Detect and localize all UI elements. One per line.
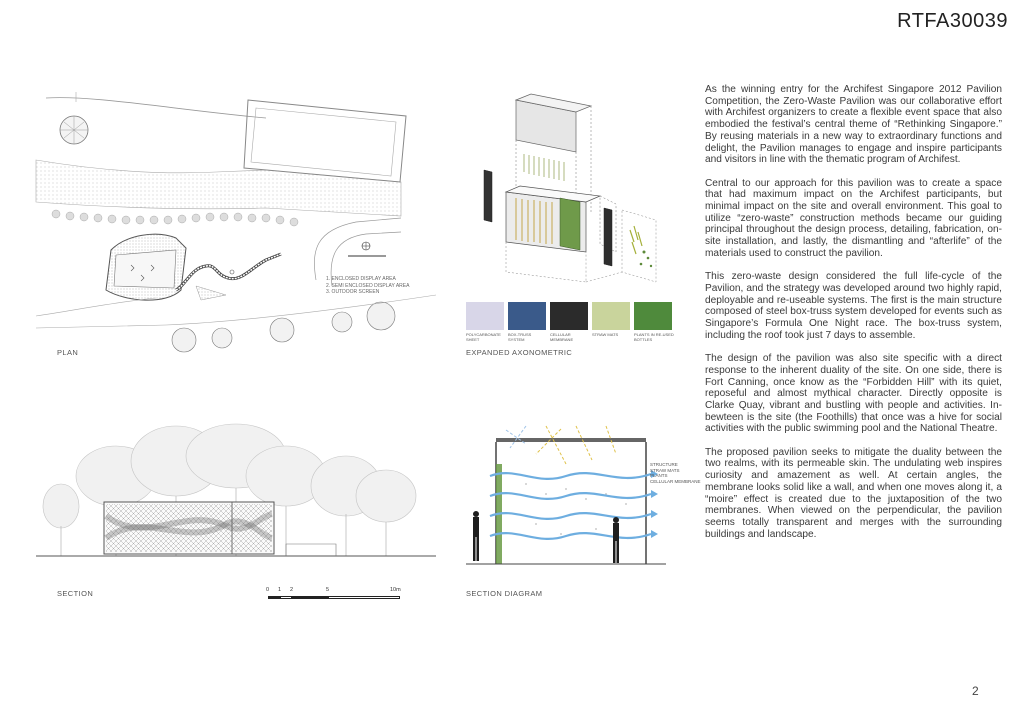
scale-label: 1 (278, 587, 282, 593)
paragraph: As the winning entry for the Archifest Singapore 2012 Pavilion Competition, the Zero-Waste Pavilion was our collaborative effort with Archifest organizers to create a flexible event space that also embodied the festival’s central theme of “Rethinking Singapore.” By reusing materials in a new way to extraordinary functions and delight, the Pavilion manages to engage and inspire participants and visitors in line with the thematic program of Archifest. (705, 84, 1002, 166)
section-caption: SECTION (57, 589, 94, 598)
document-id: RTFA30039 (897, 10, 1008, 32)
plan-legend (326, 276, 409, 296)
section-diagram-labels (650, 462, 701, 484)
scale-label: 5 (326, 587, 330, 593)
paragraph: Central to our approach for this pavilion was to create a space that had maximum impact on the Archifest participants, but minimal impact on the site and overall environment. This goal to utilize “zero-waste” construction methods became our guiding principal throughout the design process, detailing, fabrication, on-site installation, and lastly, the dismantling and “afterlife” of the materials used to construct the pavilion. (705, 177, 1002, 259)
diagram-label: STRAW MATS (650, 467, 680, 473)
swatch-cellular-membrane (550, 302, 588, 330)
material-swatches (466, 302, 676, 342)
scale-bar-segment (292, 596, 328, 599)
scale-label: 10m (390, 587, 401, 593)
scale-bar-segment (280, 596, 292, 599)
plan-caption: PLAN (57, 348, 79, 357)
description-text (705, 84, 1002, 552)
scale-bar (266, 587, 403, 606)
section-drawing (36, 426, 436, 586)
scale-bar-segment (328, 596, 400, 599)
scale-label: 2 (290, 587, 294, 593)
plan-drawing (36, 90, 436, 350)
material-label: CELLULAR MEMBRANE (550, 332, 574, 342)
material-label: POLYCARBONATE SHEET (466, 332, 501, 342)
swatch-straw-mats (592, 302, 630, 330)
paragraph: This zero-waste design considered the full life-cycle of the Pavilion, and the strategy was developed around two highly rapid, deployable and re-useable systems. The first is the main structure composed of steel box-truss system developed for events such as Singapore’s Formula One Night race. The box-truss system, including the roof took just 7 days to assemble. (705, 271, 1002, 341)
material-label: PLANTS IN RE-USED BOTTLES (634, 332, 674, 342)
plan-legend-item: 2. SEMI ENCLOSED DISPLAY AREA (326, 282, 410, 289)
page-number: 2 (972, 684, 979, 698)
swatch-box-truss (508, 302, 546, 330)
material-label: BOX-TRUSS SYSTEM (508, 332, 532, 342)
scale-label: 0 (266, 587, 270, 593)
diagram-label: CELLULAR MEMBRANE (650, 478, 701, 484)
plan-legend-item: 1. ENCLOSED DISPLAY AREA (326, 276, 396, 282)
swatch-plants (634, 302, 672, 330)
paragraph: The design of the pavilion was also site specific with a direct response to the inherent duality of the site. On one side, there is Fort Canning, once know as the “Forbidden Hill” with its quiet, reposeful and almost mythical character. Directly opposite is Clarke Quay, vibrant and bustling with people and activities. In-bewteen is the site (the Foothills) that once was a hive for social activities with the public swimming pool and the National Theatre. (705, 353, 1002, 435)
plan-legend-item: 3. OUTDOOR SCREEN (326, 289, 380, 295)
axonometric-drawing (476, 92, 686, 302)
diagram-label: STRUCTURE (650, 462, 678, 467)
material-label: STRAW MATS (592, 332, 619, 337)
diagram-label: PLANTS (650, 473, 668, 478)
scale-bar-segment (268, 596, 280, 599)
section-diagram (466, 424, 666, 584)
section-diagram-caption: SECTION DIAGRAM (466, 589, 543, 598)
swatch-polycarbonate (466, 302, 504, 330)
axonometric-caption: EXPANDED AXONOMETRIC (466, 348, 573, 357)
paragraph: The proposed pavilion seeks to mitigate the duality between the two realms, with its permeable skin. The undulating web inspires curiosity and amazement as well. At certain angles, the membrane looks solid like a wall, and when one moves along it, a “moire” effect is created due to the juxtaposition of the two membranes. When viewed on the perpendicular, the pavilion seems totally transparent and merges with the surrounding buildings and landscape. (705, 446, 1002, 540)
